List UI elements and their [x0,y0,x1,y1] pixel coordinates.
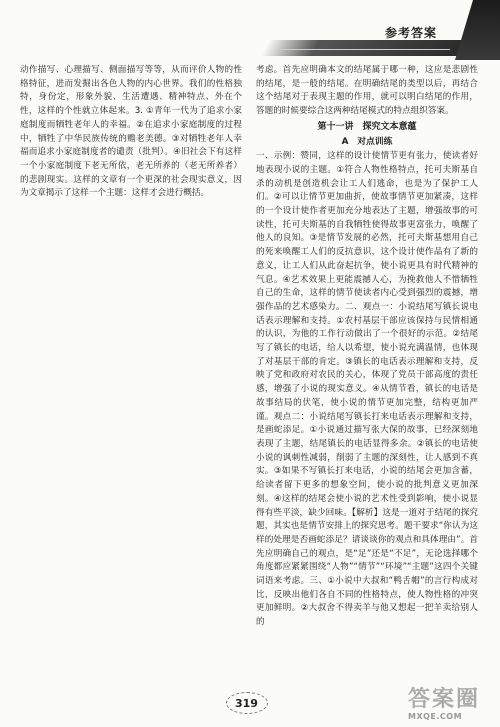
section-title: 第十一讲 探究文本意蕴 [317,121,417,132]
right-column-intro: 考虑。首先应明确本文的结尾属于哪一种，这应是悲剧性的结尾，是一般的结尾。在明确结尾的类型以后，再结合这个结尾对于表现主题的作用，就可以明白结尾的作用，答题的时候要综合这两种结尾模式的特点组织答案。 [256,65,478,117]
watermark-text: 答案圈 [408,687,481,712]
header-corner-shape [455,0,500,60]
subsection-title: A 对点训练 [341,136,393,147]
watermark-logo [408,688,498,724]
right-column-body: 一、示例：赞同，这样的设计使情节更有张力，使读者好地表现小说的主题。①符合人物性格特点，托可夫斯基自杀的动机是创造机会让工人们逃命，也是为了保护工人们。②可以让情节更加曲折，使故事情节更加紧凑，这样的一个设计使作者更加充分地表达了主题，增强故事的可读性，托可夫斯基的自我牺牲使得故事更富张力，唤醒了他人的良知。③是情节发展的必然，托可夫斯基想用自己的死来唤醒工人们的反抗意识，这个设计使作品有了新的意义，让工人们从此奋起抗争，使小说更具有时代精神的气息。④艺术效果上更能震撼人心，为挽救他人不惜牺牲自己的生命，这样的情节使读者内心受到强烈的震撼，增强作品的艺术感染力。二、观点一：小说结尾写镇长说电话表示理解和支持。①农村基层干部应该保持与民情相通的认识，为他的工作行动做出了一个很好的示范。②结尾写了镇长的电话，给人以希望，使小说充满温情，也体现了对基层干部的肯定。③镇长的电话表示理解和支持，反映了党和政府对农民的关心，体现了党员干部高度的责任感，增强了小说的现实意义。④从情节看，镇长的电话是故事结局的伏笔，使小说的情节更加完整，结构更加严谨。观点二：小说结尾写镇长打来电话表示理解和支持，是画蛇添足。①小说通过描写张大保的故事，已经深刻地表现了主题，结尾镇长的电话显得多余。②镇长的电话使小说的讽刺性减弱，削弱了主题的深刻性，让人感到不真实。③如果不写镇长打来电话，小说的结尾会更加含蓄，给读者留下更多的想象空间，使小说的批判意义更加深刻。④这样的结尾会使小说的艺术性受到影响，使小说显得有些平淡，缺少回味。【解析】这是一道对于结尾的探究题，其实也是情节安排上的探究思考。题干要求“你认为这样的处理是否画蛇添足？请谈谈你的观点和具体理由”。首先应明确自己的观点，是“足”还是“不足”，无论选择哪个角度都应紧紧围绕“人物”“情节”“环境”“主题”这四个关键词语来考虑。三、①小说中大叔和“鸭舌帽”的言行构成对比，反映出他们各自不同的性格特点，使人物性格的冲突更加鲜明。②大叔舍不得卖羊与他又想起一把羊卖给别人的 [256,151,478,628]
left-column [20,64,242,684]
watermark-url: MXQE.COM [408,712,463,721]
left-column-text: 动作描写、心理描写、侧面描写等等，从而评价人物的性格特征，进而发掘出各色人物的内心世界。我们的性格独特，身份定，形象外貌、生活遭遇、精神特点、外在个性，这样的个性就立体起来。3. ①青年一代为了追求小家庭制度而牺牲老年人的幸福。②在追求小家庭制度的过程中，牺牲了中华民族传统的赡老美德。③对牺牲老年人幸福而追求小家庭制度者的谴责（批判）。④旧社会下有这样一个小家庭制度下老无所依，老无所养的（老无所养者）的悲剧现实。这样的文章有一个更深的社会现实意义，因为文章揭示了这样一个主题：这样才会进行概括。 [20,65,242,199]
header-band [261,40,470,56]
page-header [0,0,500,60]
right-column [256,64,478,684]
page-number: 319 [235,697,258,710]
header-band-line [280,49,451,50]
header-title: 参考答案 [385,26,438,40]
